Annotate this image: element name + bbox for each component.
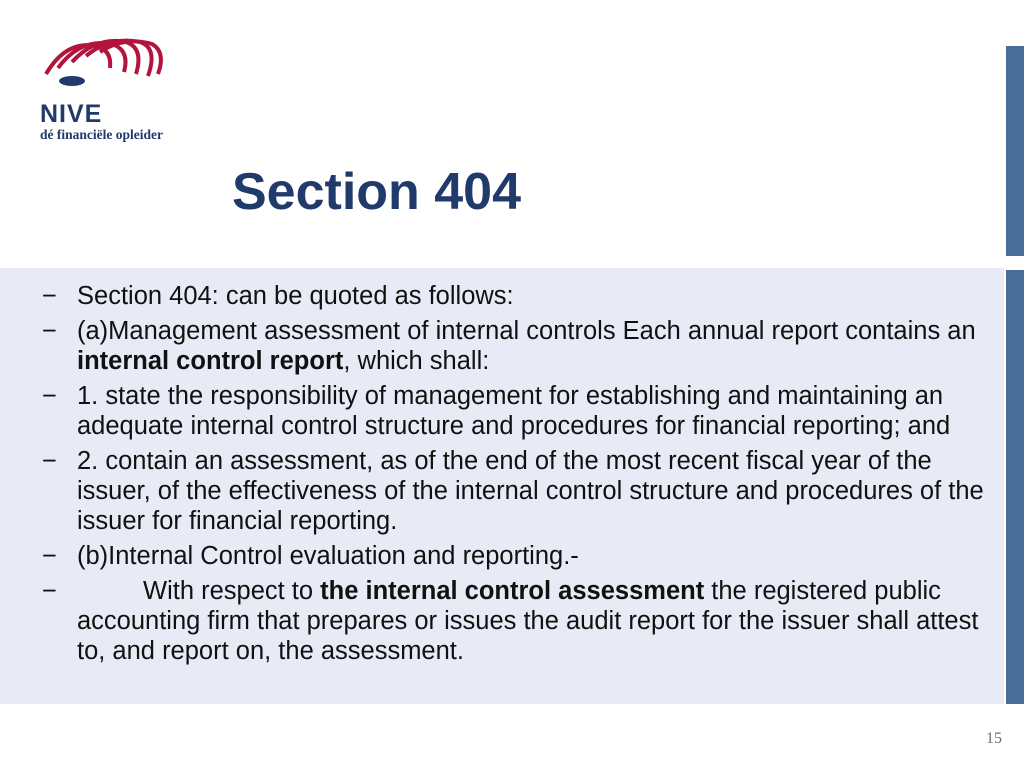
- bullet-text-post: the registered public accounting firm that prepares or issues the audit report for the issuer shall attest to, and report on, the assessment.: [77, 577, 979, 665]
- bullet-text: 1. state the responsibility of management for establishing and maintaining an adequate internal control structure and procedures for financial reporting; and: [77, 382, 951, 440]
- bullet-item: [0, 446, 1004, 536]
- bullet-dash: −: [42, 282, 57, 310]
- bullet-item: [0, 576, 1004, 666]
- logo-tagline: dé financiële opleider: [40, 127, 163, 142]
- bullet-item: [0, 316, 1004, 376]
- side-accent-bar-bottom: [1006, 270, 1024, 704]
- bullet-item: [0, 541, 1004, 571]
- bullet-dash: −: [42, 447, 57, 475]
- bullet-dash: −: [42, 382, 57, 410]
- bullet-text-bold: internal control report: [77, 347, 344, 375]
- bullet-text-bold: the internal control assessment: [320, 577, 705, 605]
- bullet-text: 2. contain an assessment, as of the end of the most recent fiscal year of the issuer, of the effectiveness of the internal control structure and procedures of the issuer for financial reporting.: [77, 447, 984, 535]
- logo-brand: NIVE: [40, 100, 103, 128]
- side-accent-bar-top: [1006, 46, 1024, 256]
- bullet-dash: −: [42, 577, 57, 605]
- bullet-text-post: , which shall:: [343, 347, 490, 375]
- slide-title: Section 404: [232, 163, 522, 221]
- bullet-text-pre: With respect to: [143, 577, 321, 605]
- nive-logo: [38, 34, 178, 144]
- logo-arcs-icon: [38, 34, 168, 106]
- bullet-dash: −: [42, 317, 57, 345]
- bullet-text: (b)Internal Control evaluation and reporting.-: [77, 542, 579, 570]
- bullet-dash: −: [42, 542, 57, 570]
- page-number: 15: [986, 730, 1002, 747]
- bullet-text-pre: (a)Management assessment of internal controls Each annual report contains an: [77, 317, 976, 345]
- bullet-item: [0, 381, 1004, 441]
- bullet-list: [0, 281, 1004, 671]
- bullet-item: [0, 281, 1004, 311]
- bullet-text: Section 404: can be quoted as follows:: [77, 282, 514, 310]
